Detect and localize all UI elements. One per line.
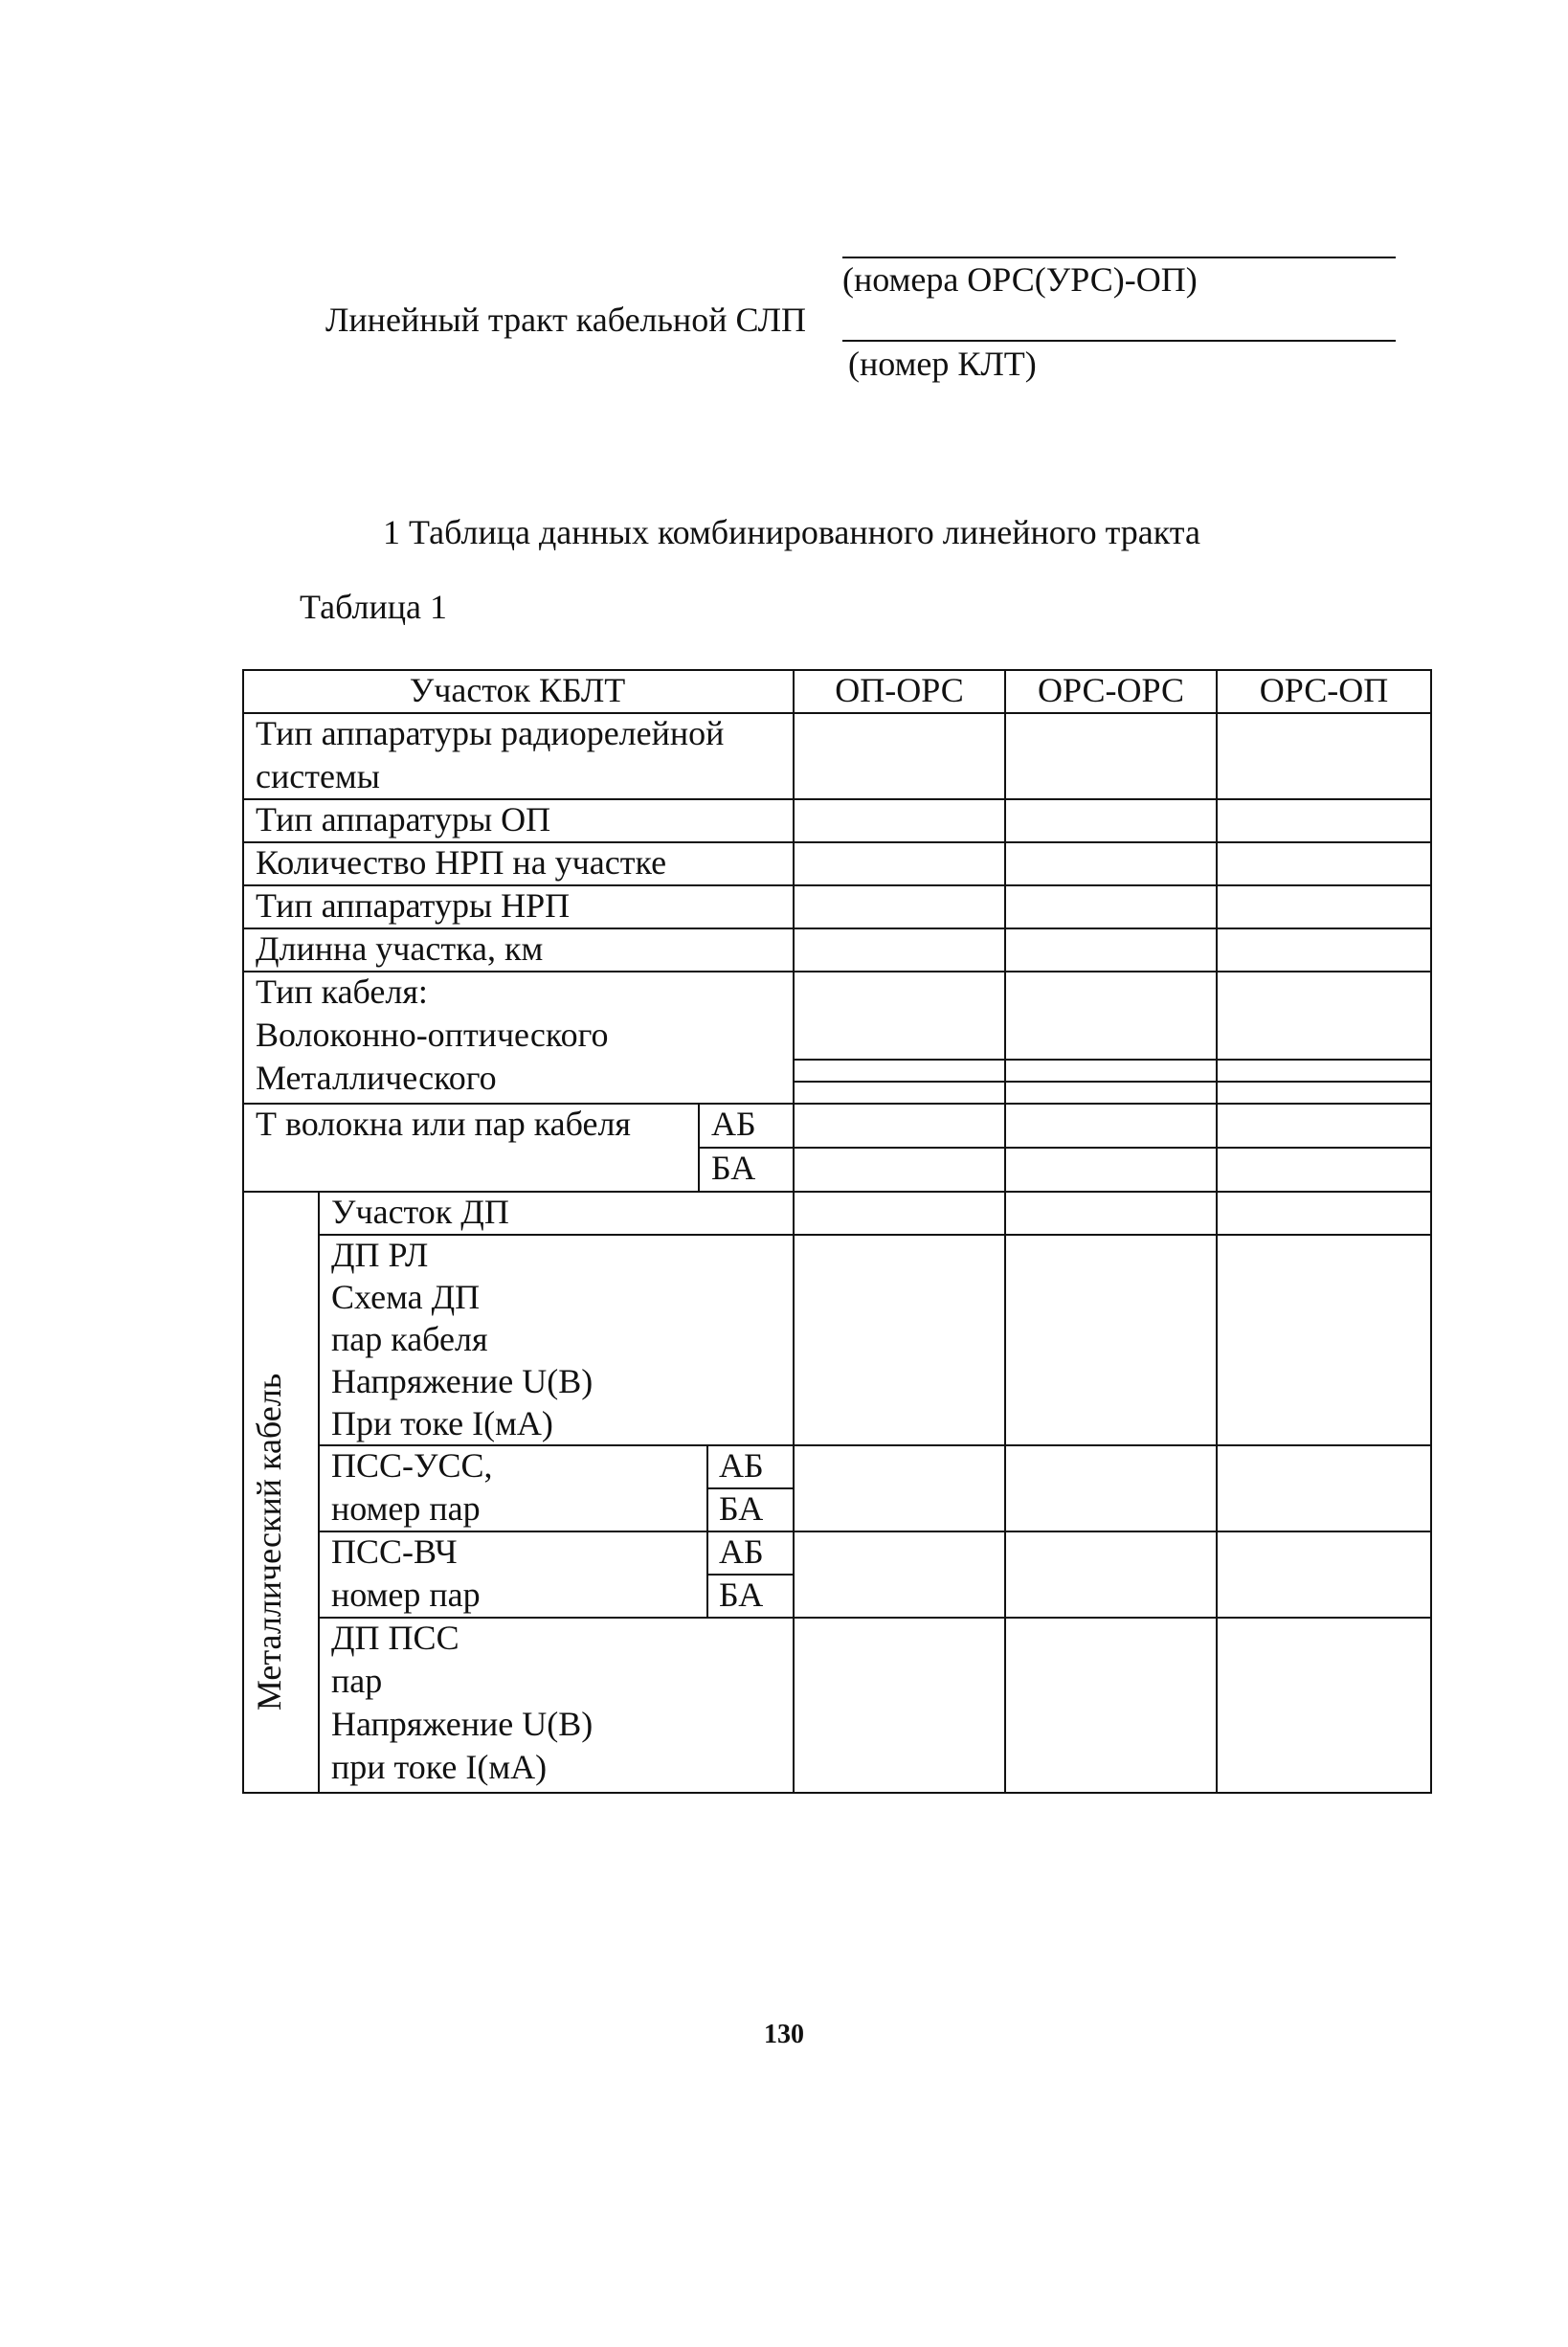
route-caption: (номера ОРС(УРС)-ОП) <box>842 260 1198 299</box>
header-section: Участок КБЛТ <box>409 671 626 709</box>
pss-vch-line-1: ПСС-ВЧ <box>331 1532 458 1571</box>
row-cable-metal: Металлического <box>256 1059 497 1097</box>
data-table <box>242 669 1432 1794</box>
col-divider-2 <box>1004 669 1006 1794</box>
table-border-right <box>1430 669 1432 1794</box>
row-radio-type: Тип аппаратуры радиорелейной системы <box>256 714 725 795</box>
dp-rl-line-5: При токе I(мА) <box>331 1404 553 1442</box>
page-number: 130 <box>764 2020 804 2049</box>
row-cable-type: Тип кабеля: <box>256 972 428 1011</box>
table-border-bottom <box>242 1792 1432 1794</box>
row-t-fiber-ba: БА <box>711 1149 756 1187</box>
pss-vch-ab: АБ <box>719 1532 764 1571</box>
pss-uss-line-1: ПСС-УСС, <box>331 1446 493 1485</box>
col-divider-3 <box>1216 669 1218 1794</box>
dp-pss-line-3: Напряжение U(В) <box>331 1705 594 1743</box>
col-divider-1 <box>793 669 795 1794</box>
header-op-ors: ОП-ОРС <box>835 671 964 709</box>
klt-caption: (номер КЛТ) <box>848 345 1037 383</box>
pss-uss-ba: БА <box>719 1489 764 1528</box>
row-op-type: Тип аппаратуры ОП <box>256 800 551 838</box>
header-ors-op: ОРС-ОП <box>1259 671 1389 709</box>
metal-line-4 <box>318 1617 1432 1619</box>
pss-vch-line-2: номер пар <box>331 1576 481 1614</box>
section-title: 1 Таблица данных комбинированного линейного тракта <box>383 513 1200 551</box>
row-dp-section: Участок ДП <box>331 1193 509 1231</box>
metal-line-3 <box>318 1531 1432 1532</box>
metal-line-1 <box>318 1234 1432 1236</box>
klt-underline <box>842 340 1396 342</box>
pss-uss-ab: АБ <box>719 1446 764 1485</box>
row-nrp-count: Количество НРП на участке <box>256 843 667 882</box>
row-t-fiber: Т волокна или пар кабеля <box>256 1105 631 1143</box>
tfiber-split-line <box>698 1147 1432 1149</box>
row-cable-fiber: Волоконно-оптического <box>256 1016 609 1054</box>
dp-rl-line-3: пар кабеля <box>331 1320 488 1358</box>
table-border-left <box>242 669 244 1794</box>
line-path-label: Линейный тракт кабельной СЛП <box>325 301 806 339</box>
header-ors-ors: ОРС-ОРС <box>1038 671 1184 709</box>
cable-sub-line-1 <box>793 1059 1432 1061</box>
cable-sub-line-2 <box>793 1081 1432 1083</box>
dp-rl-line-4: Напряжение U(В) <box>331 1362 594 1400</box>
dp-pss-line-2: пар <box>331 1662 383 1700</box>
table-label: Таблица 1 <box>300 588 447 626</box>
row-nrp-type: Тип аппаратуры НРП <box>256 886 571 925</box>
dp-pss-line-1: ДП ПСС <box>331 1619 459 1657</box>
row-length: Длинна участка, км <box>256 929 544 968</box>
row-t-fiber-ab: АБ <box>711 1105 756 1143</box>
dp-pss-line-4: при токе I(мА) <box>331 1748 548 1786</box>
group-divider <box>318 1191 320 1794</box>
dp-rl-line-1: ДП РЛ <box>331 1236 429 1274</box>
pss-uss-line-2: номер пар <box>331 1489 481 1528</box>
dp-rl-line-2: Схема ДП <box>331 1278 481 1316</box>
pss-vch-ba: БА <box>719 1576 764 1614</box>
metal-cable-group-label: Металлический кабель <box>250 1373 288 1711</box>
